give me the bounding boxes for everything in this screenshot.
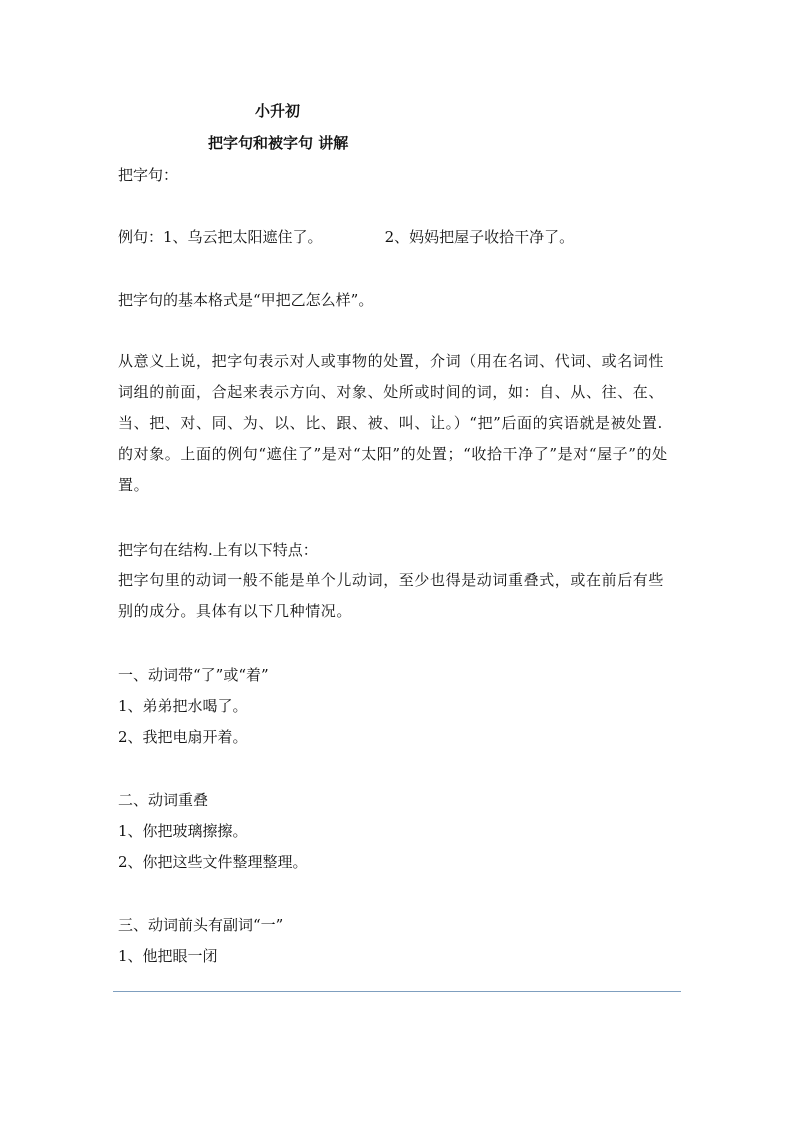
grade-heading: 小升初 bbox=[255, 102, 301, 120]
example-sentences bbox=[118, 227, 574, 247]
case-1-item-2: 2、我把电扇开着。 bbox=[118, 728, 248, 746]
case-2-item-1: 1、你把玻璃擦擦。 bbox=[118, 822, 248, 840]
structure-heading: 把字句在结构.上有以下特点： bbox=[118, 541, 318, 559]
case-heading-3: 三、动词前头有副词“一” bbox=[118, 916, 284, 934]
section-label: 把字句： bbox=[118, 166, 179, 184]
example-item-1: 1、乌云把太阳遮住了。 bbox=[163, 228, 323, 246]
example-prefix: 例句： bbox=[118, 228, 164, 246]
basic-format-line: 把字句的基本格式是“甲把乙怎么样”。 bbox=[118, 291, 374, 309]
example-item-2: 2、妈妈把屋子收拾干净了。 bbox=[384, 228, 575, 246]
page-title: 把字句和被字句 讲解 bbox=[208, 134, 349, 152]
case-3-item-1: 1、他把眼一闭 bbox=[118, 947, 218, 965]
meaning-paragraph: 从意义上说，把字句表示对人或事物的处置，介词（用在名词、代词、或名词性词组的前面，合起来表示方向、对象、处所或时间的词，如：自、从、往、在、当、把、对、同、为、以、比、跟、被、叫、让。）“把”后面的宾语就是被处置.的对象。上面的例句“遮住了”是对“太阳”的处置；“收拾干净了”是对“屋子”的处置。 bbox=[118, 352, 668, 494]
footer-divider bbox=[113, 991, 681, 992]
case-heading-1: 一、动词带“了”或“着” bbox=[118, 666, 269, 684]
case-2-item-2: 2、你把这些文件整理整理。 bbox=[118, 853, 308, 871]
case-1-item-1: 1、弟弟把水喝了。 bbox=[118, 697, 248, 715]
structure-paragraph: 把字句里的动词一般不能是单个儿动词，至少也得是动词重叠式，或在前后有些别的成分。具体有以下几种情况。 bbox=[118, 571, 665, 620]
case-heading-2: 二、动词重叠 bbox=[118, 791, 209, 809]
